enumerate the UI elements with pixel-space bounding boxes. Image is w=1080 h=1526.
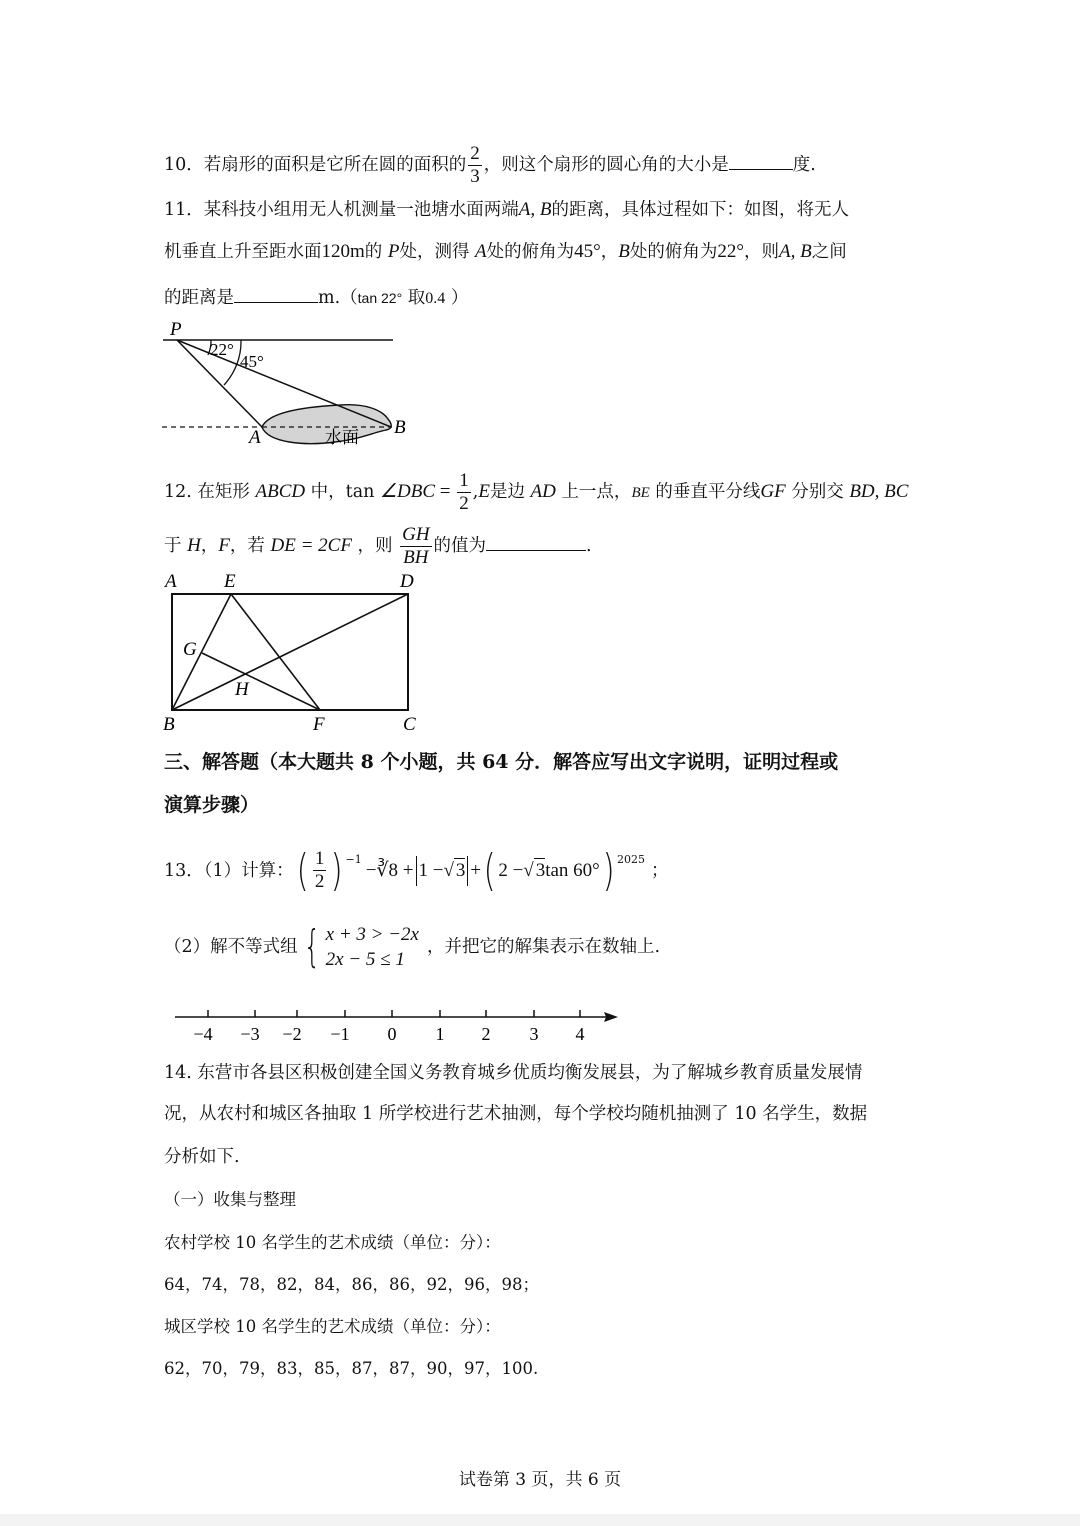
answer-blank[interactable] bbox=[729, 151, 793, 170]
water-surface-label: 水面 bbox=[325, 428, 359, 448]
angle-45-label: 45° bbox=[240, 352, 264, 371]
svg-text:−2: −2 bbox=[282, 1024, 302, 1044]
svg-text:4: 4 bbox=[575, 1024, 585, 1044]
svg-text:E: E bbox=[224, 571, 236, 592]
urban-scores: 62，70，79，83，85，87，87，90，97，100. bbox=[164, 1359, 539, 1378]
question-14-line-3: 分析如下. bbox=[164, 1147, 240, 1167]
question-12-line-2: 于 H，F，若 DE = 2CF ，则 $\frac{GH}{BH}$ 的值为 . bbox=[164, 524, 592, 568]
question-14-line-2: 况，从农村和城区各抽取 1 所学校进行艺术抽测，每个学校均随机抽测了 10 名学生，数据 bbox=[164, 1104, 868, 1124]
svg-text:1: 1 bbox=[435, 1024, 445, 1044]
drone-measurement-figure bbox=[150, 315, 430, 455]
svg-text:−3: −3 bbox=[240, 1024, 260, 1044]
question-number: 10． bbox=[164, 155, 204, 175]
answer-blank[interactable] bbox=[234, 284, 318, 303]
svg-text:3: 3 bbox=[529, 1024, 539, 1044]
section-heading-cont: 演算步骤） bbox=[164, 794, 260, 816]
label-P: P bbox=[170, 319, 182, 340]
question-11-line-3: 的距离是 m.（tan 22° 取0.4 ） bbox=[164, 284, 468, 311]
page-edge bbox=[0, 1514, 1080, 1526]
rural-scores-label: 农村学校 10 名学生的艺术成绩（单位：分）： bbox=[164, 1233, 501, 1252]
number-line[interactable] bbox=[170, 1000, 630, 1048]
question-13-part-2: （2）解不等式组 { x + 3 > −2x 2x − 5 ≤ 1 ，并把它的解集表示在数轴上. bbox=[164, 921, 661, 972]
svg-text:H: H bbox=[235, 679, 249, 700]
question-11-line-2: 机垂直上升至距水面120m的 P处，测得 A处的俯角为45°，B处的俯角为22°，则A, B之间 bbox=[164, 241, 847, 262]
urban-scores-label: 城区学校 10 名学生的艺术成绩（单位：分）： bbox=[164, 1317, 501, 1336]
svg-text:2: 2 bbox=[481, 1024, 491, 1044]
question-12-line-1: 12. 在矩形 ABCD 中，tan ∠DBC = $\frac{1}{2}$ ,E是边 AD 上一点，BE 的垂直平分线GF 分别交 BD, BC bbox=[164, 470, 909, 514]
svg-text:−4: −4 bbox=[193, 1024, 213, 1044]
svg-text:−1: −1 bbox=[330, 1024, 350, 1044]
section-heading: 三、解答题（本大题共 8 个小题，共 64 分．解答应写出文字说明，证明过程或 bbox=[164, 751, 839, 773]
svg-text:0: 0 bbox=[387, 1024, 397, 1044]
question-10: 10．若扇形的面积是它所在圆的面积的 $\frac{2}{3}$ ，则这个扇形的圆心角的大小是 度. bbox=[164, 143, 816, 187]
fraction: $\frac{2}{3}$ bbox=[470, 143, 480, 187]
rural-scores: 64，74，78，82，84，86，86，92，96，98； bbox=[164, 1275, 539, 1294]
question-13-part-1: 13．（1）计算： ( $\frac{1}{2}$ ) $^{-1}$ −∛8 + 1 − √ 3 + ( 2 − √ 3 tan 60° ) $^{2025}$ ； bbox=[164, 844, 669, 896]
svg-text:D: D bbox=[400, 571, 414, 592]
subsection-heading: （一）收集与整理 bbox=[164, 1190, 296, 1209]
svg-text:B: B bbox=[163, 714, 175, 735]
svg-text:F: F bbox=[313, 714, 325, 735]
label-A: A bbox=[249, 427, 261, 448]
question-11-line-1: 11．某科技小组用无人机测量一池塘水面两端A, B的距离，具体过程如下：如图，将无人 bbox=[164, 199, 849, 220]
angle-22-label: 22° bbox=[210, 340, 234, 359]
rectangle-figure bbox=[150, 565, 440, 740]
svg-text:G: G bbox=[183, 639, 197, 660]
question-14-line-1: 14. 东营市各县区积极创建全国义务教育城乡优质均衡发展县，为了解城乡教育质量发展情 bbox=[164, 1063, 863, 1083]
label-B: B bbox=[394, 417, 406, 438]
page-footer: 试卷第 3 页，共 6 页 bbox=[458, 1470, 622, 1490]
answer-blank[interactable] bbox=[486, 532, 586, 551]
svg-text:A: A bbox=[165, 571, 177, 592]
svg-text:C: C bbox=[403, 714, 416, 735]
